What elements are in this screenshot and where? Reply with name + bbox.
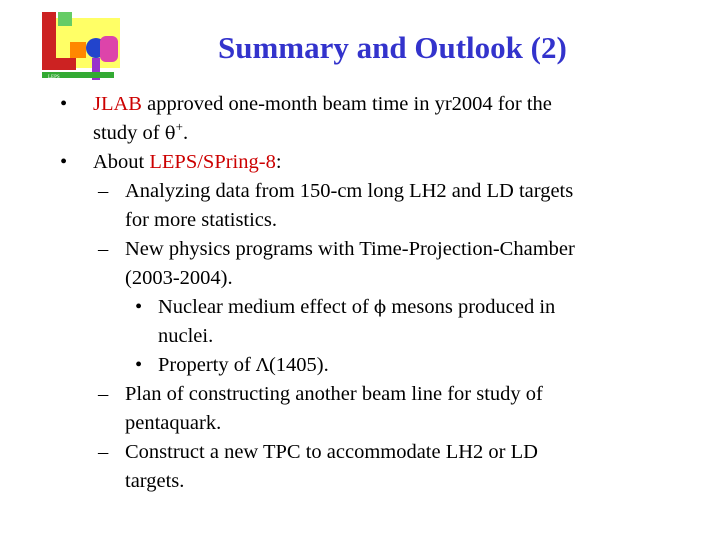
logo-text: LEPS xyxy=(48,75,60,80)
lambda-symbol: Λ xyxy=(255,355,269,376)
dash-marker: – xyxy=(98,383,109,405)
bullet-jlab: • JLAB approved one-month beam time in yr2004 for the study of θ+. xyxy=(0,90,720,148)
phi-symbol: ϕ xyxy=(373,297,387,318)
bullet-marker: • xyxy=(135,354,143,376)
dash-marker: – xyxy=(98,238,109,260)
leps-logo xyxy=(36,8,124,80)
dash-marker: – xyxy=(98,441,109,463)
bullet-marker: • xyxy=(135,296,143,318)
jlab-highlight: JLAB xyxy=(93,93,142,115)
sub-analyzing: – Analyzing data from 150-cm long LH2 and LD targets for more statistics. xyxy=(0,177,720,235)
theta-symbol: θ xyxy=(164,123,176,144)
bullet-marker: • xyxy=(60,93,68,115)
sub-tpc: – Construct a new TPC to accommodate LH2 or LD targets. xyxy=(0,438,720,496)
subsub-lambda: • Property of Λ(1405). xyxy=(0,351,720,380)
subsub-nuclear: • Nuclear medium effect of ϕ mesons produced in nuclei. xyxy=(0,293,720,351)
bullet-marker: • xyxy=(60,151,68,173)
sub-new-physics: – New physics programs with Time-Projection-Chamber (2003-2004). xyxy=(0,235,720,293)
leps-highlight: LEPS/SPring-8 xyxy=(149,151,276,173)
bullet-leps: • About LEPS/SPring-8: xyxy=(0,148,720,177)
sub-beamline: – Plan of constructing another beam line for study of pentaquark. xyxy=(0,380,720,438)
dash-marker: – xyxy=(98,180,109,202)
slide-content xyxy=(0,90,720,496)
page-title: Summary and Outlook (2) xyxy=(218,30,567,65)
